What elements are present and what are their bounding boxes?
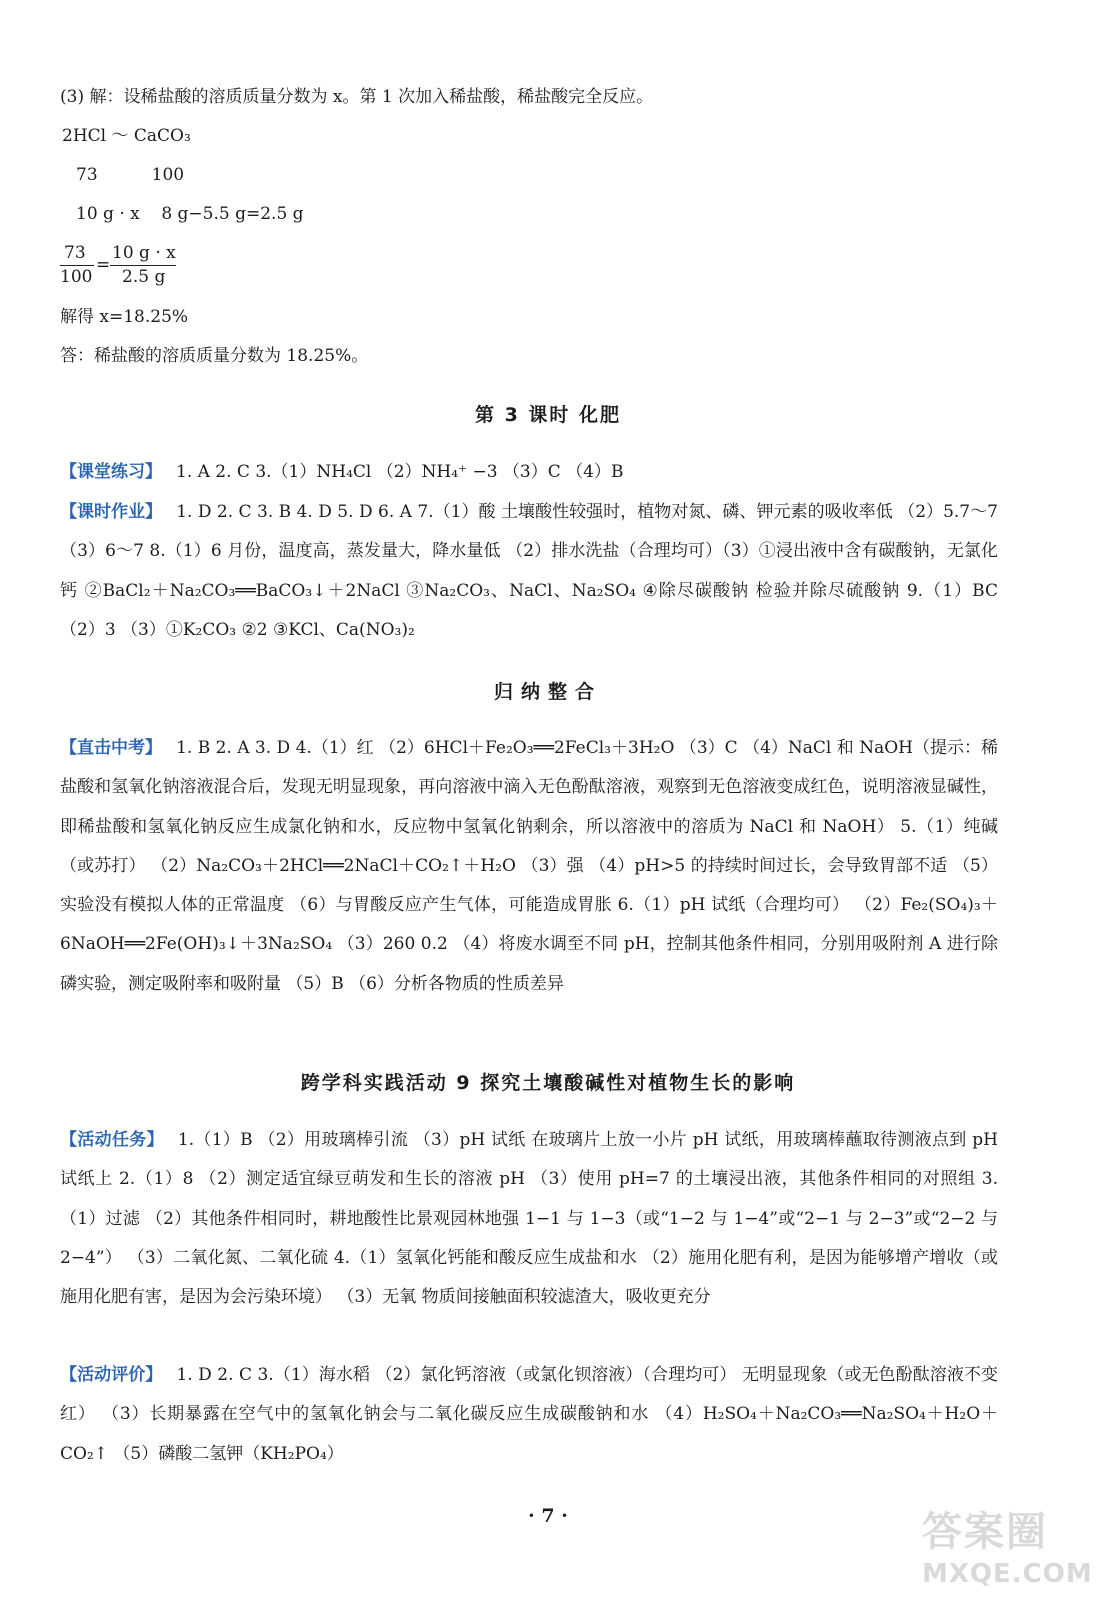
- activity-task-text: 1.（1）B （2）用玻璃棒引流 （3）pH 试纸 在玻璃片上放一小片 pH 试纸，用玻璃棒蘸取待测液点到 pH 试纸上 2.（1）8 （2）测定适宜绿豆萌发和生长的溶液 pH （3）使用 pH=7 的土壤浸出液，其他条件相同的对照组 3.（1）过滤 （2）其他条件相同时，耕地酸性比景观园林地强 1−1 与 1−3（或“1−2 与 1−4”或“2−1 与 2−3”或“2−2 与 2−4”） （3）二氧化氮、二氧化硫 4.（1）氢氧化钙能和酸反应生成盐和水 （2）施用化肥有利，是因为能够增产增收（或施用化肥有害，是因为会污染环境） （3）无氧 物质间接触面积较滤渣大，吸收更充分: [60, 1130, 999, 1308]
- watermark-top-text: 答案圈: [922, 1509, 1048, 1555]
- section-title-activity: 跨学科实践活动 9 探究土壤酸碱性对植物生长的影响: [300, 1072, 796, 1094]
- watermark-logo: [922, 1500, 1093, 1589]
- solution-intro: (3) 解：设稀盐酸的溶质质量分数为 x。第 1 次加入稀盐酸，稀盐酸完全反应。: [60, 87, 654, 107]
- exam-tag: 【直击中考】: [60, 738, 163, 758]
- homework-tag: 【课时作业】: [60, 502, 163, 522]
- section-title-fertilizer: 第 3 课时 化肥: [474, 404, 622, 426]
- homework-text: 1. D 2. C 3. B 4. D 5. D 6. A 7.（1）酸 土壤酸性较强时，植物对氮、磷、钾元素的吸收率低 （2）5.7～7 （3）6～7 8.（1）6 月份，温度高，蒸发量大，降水量低 （2）排水洗盐（合理均可）（3）①浸出液中含有碳酸钠，无氯化钙 ②BaCl₂＋Na₂CO₃══BaCO₃↓＋2NaCl ③Na₂CO₃、NaCl、Na₂SO₄ ④除尽碳酸钠 检验并除尽硫酸钠 9.（1）BC （2）3 （3）①K₂CO₃ ②2 ③KCl、Ca(NO₃)₂: [60, 502, 998, 640]
- exam-answers: [60, 729, 998, 1004]
- classroom-practice-tag: 【课堂练习】: [60, 462, 162, 482]
- fraction-equals: =: [96, 255, 111, 275]
- proportion-equation: [60, 243, 200, 289]
- watermark-bottom-text: MXQE.COM: [922, 1559, 1093, 1589]
- solution-result: 解得 x=18.25%: [60, 307, 189, 327]
- molar-mass-line: 73 100: [76, 165, 185, 185]
- activity-task-answers: [60, 1121, 998, 1317]
- activity-evaluation-tag: 【活动评价】: [60, 1365, 163, 1385]
- activity-evaluation-text: 1. D 2. C 3.（1）海水稻 （2）氯化钙溶液（或氯化钡溶液）（合理均可） 无明显现象（或无色酚酞溶液不变红） （3）长期暴露在空气中的氢氧化钠会与二氧化碳反应生成碳酸钠和水 （4）H₂SO₄＋Na₂CO₃══Na₂SO₄＋H₂O＋CO₂↑ （5）磷酸二氢钾（KH₂PO₄）: [60, 1365, 998, 1464]
- fraction-right-numerator: 10 g · x: [112, 243, 176, 263]
- fraction-left-bar: [60, 265, 94, 266]
- solution-answer: 答：稀盐酸的溶质质量分数为 18.25%。: [60, 346, 369, 366]
- exam-text: 1. B 2. A 3. D 4.（1）红 （2）6HCl＋Fe₂O₃══2FeCl₃＋3H₂O （3）C （4）NaCl 和 NaOH（提示：稀盐酸和氢氧化钠溶液混合后，发现无明显现象，再向溶液中滴入无色酚酞溶液，观察到无色溶液变成红色，说明溶液显碱性，即稀盐酸和氢氧化钠反应生成氯化钠和水，反应物中氢氧化钠剩余，所以溶液中的溶质为 NaCl 和 NaOH） 5.（1）纯碱（或苏打） （2）Na₂CO₃＋2HCl══2NaCl＋CO₂↑＋H₂O （3）强 （4）pH>5 的持续时间过长，会导致胃部不适 （5）实验没有模拟人体的正常温度 （6）与胃酸反应产生气体，可能造成胃胀 6.（1）pH 试纸（合理均可） （2）Fe₂(SO₄)₃＋6NaOH══2Fe(OH)₃↓＋3Na₂SO₄ （3）260 0.2 （4）将废水调至不同 pH，控制其他条件相同，分别用吸附剂 A 进行除磷实验，测定吸附率和吸附量 （5）B （6）分析各物质的性质差异: [60, 738, 999, 994]
- fraction-left-numerator: 73: [64, 243, 86, 263]
- homework-answers: [60, 493, 998, 650]
- section-title-summary: 归纳整合: [493, 681, 602, 703]
- classroom-practice-text: 1. A 2. C 3.（1）NH₄Cl （2）NH₄⁺ −3 （3）C （4）B: [176, 462, 624, 482]
- equation-ratio: 2HCl ～ CaCO₃: [62, 126, 191, 146]
- page-number: · 7 ·: [528, 1505, 568, 1527]
- mass-values-line: 10 g · x 8 g−5.5 g=2.5 g: [76, 204, 304, 224]
- fraction-right-bar: [110, 265, 176, 266]
- activity-evaluation-answers: [60, 1356, 998, 1474]
- fraction-right-denominator: 2.5 g: [122, 267, 166, 287]
- classroom-practice-answers: [60, 453, 998, 492]
- fraction-left-denominator: 100: [60, 267, 93, 287]
- activity-task-tag: 【活动任务】: [60, 1130, 164, 1150]
